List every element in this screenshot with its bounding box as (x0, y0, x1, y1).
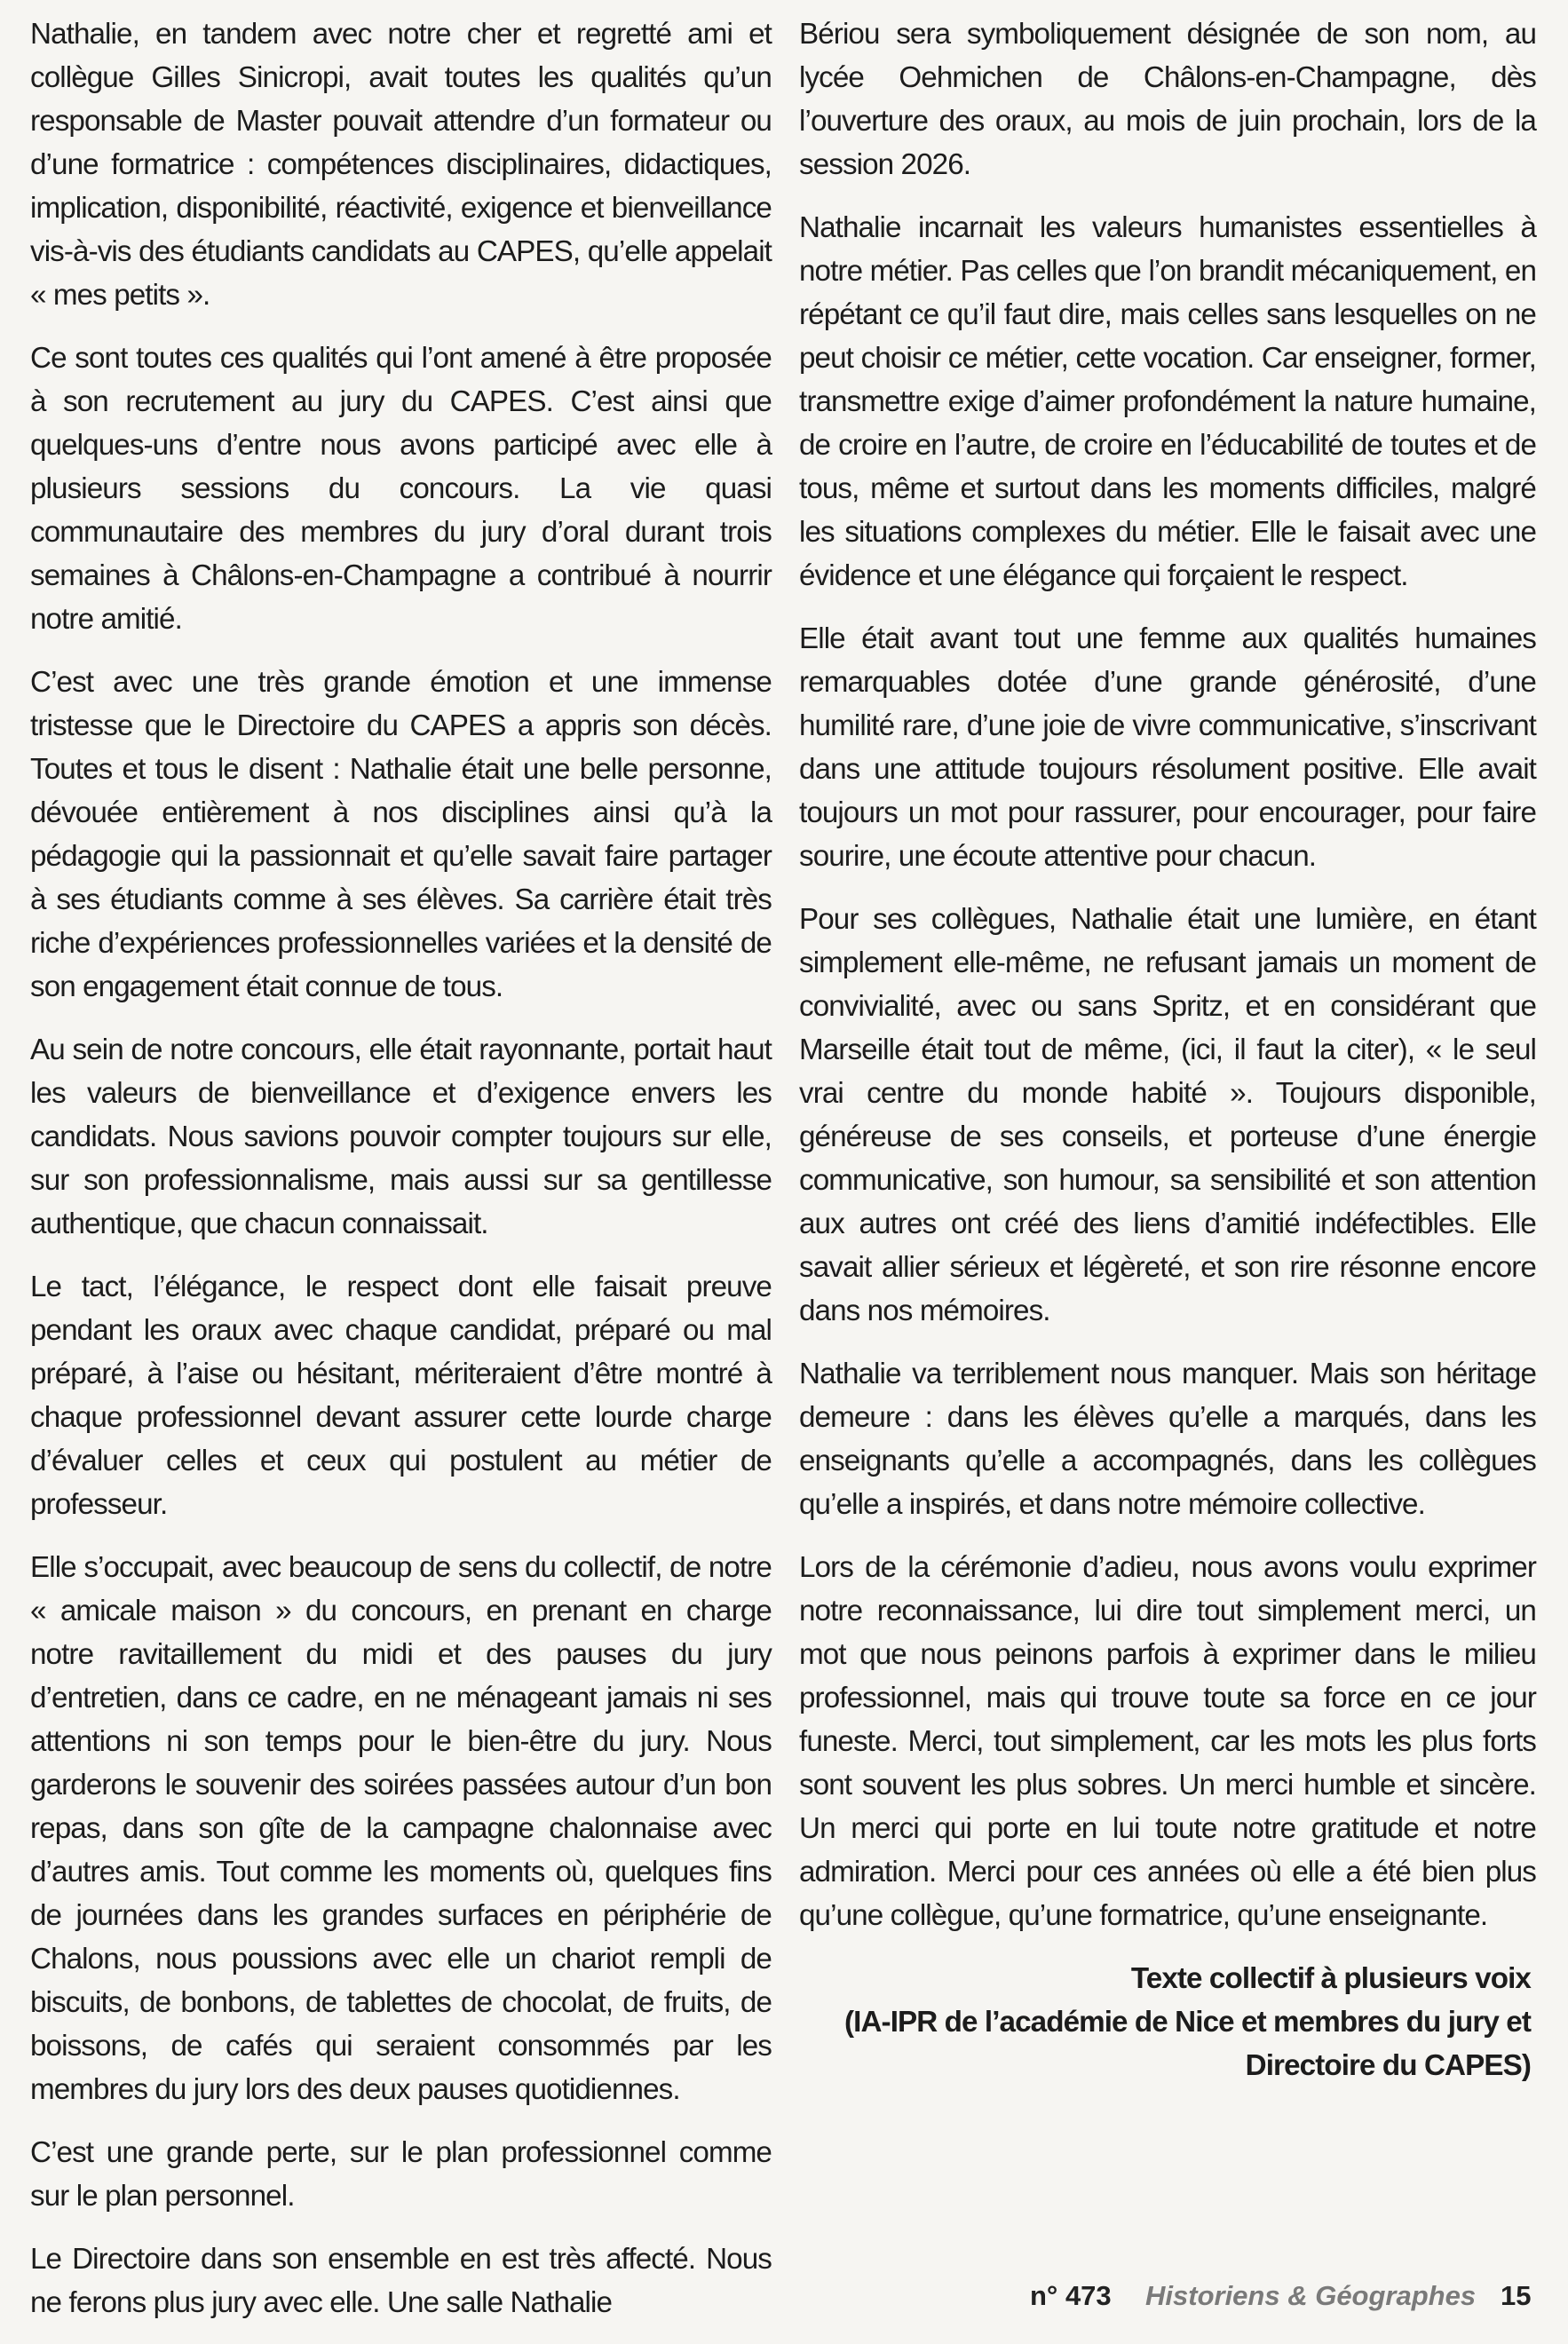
signature-block (799, 1957, 1536, 2087)
paragraph: Bériou sera symboliquement désignée de son nom, au lycée Oehmichen de Châlons-en-Champagne, dès l’ouverture des oraux, au mois de juin prochain, lors de la session 2026. (799, 18, 1536, 181)
paragraph: Au sein de notre concours, elle était rayonnante, portait haut les valeurs de bienveillance et d’exigence envers les candidats. Nous savions pouvoir compter toujours sur elle, sur son professionnalisme, mais aussi sur sa gentillesse authentique, que chacun connaissait. (30, 1033, 772, 1240)
paragraph: Nathalie va terriblement nous manquer. Mais son héritage demeure : dans les élèves qu’elle a marqués, dans les enseignants qu’elle a accompagnés, dans les collègues qu’elle a inspirés, et dans notre mémoire collective. (799, 1358, 1536, 1521)
signature-line: Directoire du CAPES) (1245, 2049, 1531, 2082)
paragraph: C’est une grande perte, sur le plan professionnel comme sur le plan personnel. (30, 2136, 772, 2213)
paragraph: Lors de la cérémonie d’adieu, nous avons voulu exprimer notre reconnaissance, lui dire tout simplement merci, un mot que nous peinons parfois à exprimer dans le milieu professionnel, mais qui trouve toute sa force en ce jour funeste. Merci, tout simplement, car les mots les plus forts sont souvent les plus sobres. Un merci humble et sincère. Un merci qui porte en lui toute notre gratitude et notre admiration. Merci pour ces années où elle a été bien plus qu’une collègue, qu’une formatrice, qu’une enseignante. (799, 1551, 1536, 1932)
signature-line: (IA-IPR de l’académie de Nice et membres du jury et (844, 2006, 1531, 2039)
right-column (799, 12, 1536, 2087)
signature-line: Texte collectif à plusieurs voix (1130, 1962, 1531, 1995)
paragraph: Nathalie, en tandem avec notre cher et regretté ami et collègue Gilles Sinicropi, avait toutes les qualités qu’un responsable de Master pouvait attendre d’un formateur ou d’une formatrice : compétences disciplinaires, didactiques, implication, disponibilité, réactivité, exigence et bienveillance vis-à-vis des étudiants candidats au CAPES, qu’elle appelait « mes petits ». (30, 18, 772, 312)
left-column (30, 12, 772, 2344)
paragraph: C’est avec une très grande émotion et une immense tristesse que le Directoire du CAPES a appris son décès. Toutes et tous le disent : Nathalie était une belle personne, dévouée entièrement à nos disciplines ainsi qu’à la pédagogie qui la passionnait et qu’elle savait faire partager à ses étudiants comme à ses élèves. Sa carrière était très riche d’expériences professionnelles variées et la densité de son engagement était connue de tous. (30, 666, 772, 1003)
issue-number: n° 473 (1030, 2280, 1112, 2311)
paragraph: Elle était avant tout une femme aux qualités humaines remarquables dotée d’une grande générosité, d’une humilité rare, d’une joie de vivre communicative, s’inscrivant dans une attitude toujours résolument positive. Elle avait toujours un mot pour rassurer, pour encourager, pour faire sourire, une écoute attentive pour chacun. (799, 622, 1536, 873)
page-number: 15 (1501, 2280, 1532, 2311)
paragraph: Nathalie incarnait les valeurs humanistes essentielles à notre métier. Pas celles que l’on brandit mécaniquement, en répétant ce qu’il faut dire, mais celles sans lesquelles on ne peut choisir ce métier, cette vocation. Car enseigner, former, transmettre exige d’aimer profondément la nature humaine, de croire en l’autre, de croire en l’éducabilité de toutes et de tous, même et surtout dans les moments difficiles, malgré les situations complexes du métier. Elle le faisait avec une évidence et une élégance qui forçaient le respect. (799, 211, 1536, 592)
paragraph: Le tact, l’élégance, le respect dont elle faisait preuve pendant les oraux avec chaque candidat, préparé ou mal préparé, à l’aise ou hésitant, mériteraient d’être montré à chaque professionnel devant assurer cette lourde charge d’évaluer celles et ceux qui postulent au métier de professeur. (30, 1271, 772, 1521)
page-footer (0, 2280, 1568, 2316)
paragraph: Elle s’occupait, avec beaucoup de sens du collectif, de notre « amicale maison » du concours, en prenant en charge notre ravitaillement du midi et des pauses du jury d’entretien, dans ce cadre, en ne ménageant jamais ni ses attentions ni son temps pour le bien-être du jury. Nous garderons le souvenir des soirées passées autour d’un bon repas, dans son gîte de la campagne chalonnaise avec d’autres amis. Tout comme les moments où, quelques fins de journées dans les grandes surfaces en périphérie de Chalons, nous poussions avec elle un chariot rempli de biscuits, de bonbons, de tablettes de chocolat, de fruits, de boissons, de cafés qui seraient consommés par les membres du jury lors des deux pauses quotidiennes. (30, 1551, 772, 2106)
paragraph: Le Directoire dans son ensemble en est très affecté. Nous ne ferons plus jury avec elle. Une salle Nathalie (30, 2243, 772, 2319)
paragraph: Ce sont toutes ces qualités qui l’ont amené à être proposée à son recrutement au jury du CAPES. C’est ainsi que quelques-uns d’entre nous avons participé avec elle à plusieurs sessions du concours. La vie quasi communautaire des membres du jury d’oral durant trois semaines à Châlons-en-Champagne a contribué à nourrir notre amitié. (30, 342, 772, 636)
paragraph: Pour ses collègues, Nathalie était une lumière, en étant simplement elle-même, ne refusant jamais un moment de convivialité, avec ou sans Spritz, et en considérant que Marseille était tout de même, (ici, il faut la citer), « le seul vrai centre du monde habité ». Toujours disponible, généreuse de ses conseils, et porteuse d’une énergie communicative, son humour, sa sensibilité et son attention aux autres ont créé des liens d’amitié indéfectibles. Elle savait allier sérieux et légèreté, et son rire résonne encore dans nos mémoires. (799, 903, 1536, 1327)
magazine-title: Historiens & Géographes (1145, 2280, 1477, 2311)
